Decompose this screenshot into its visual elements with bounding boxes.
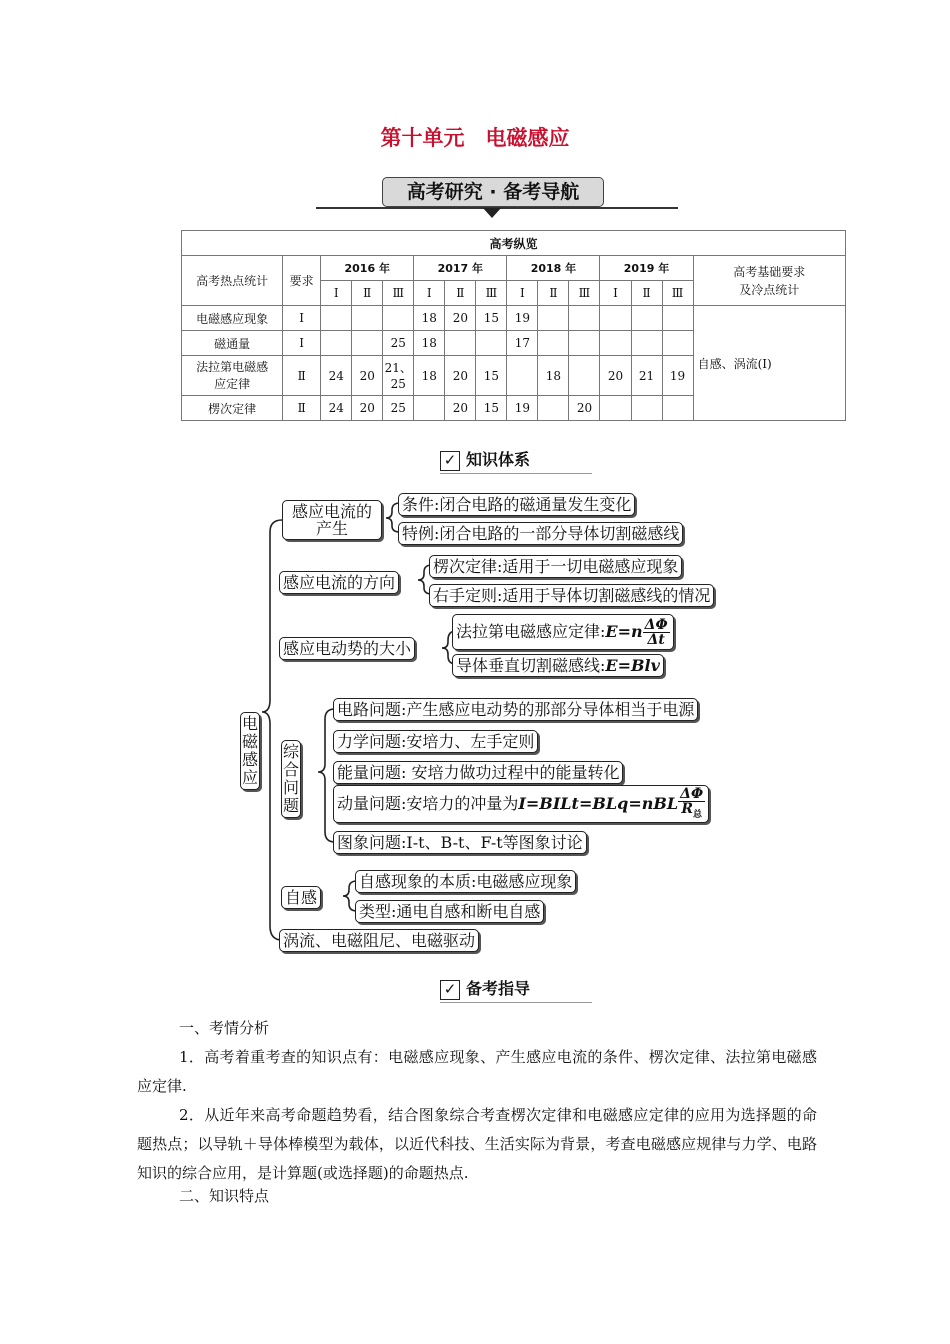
momentum-label: 动量问题:安培力的冲量为 bbox=[337, 794, 519, 813]
cutting-formula: E=Blv bbox=[605, 656, 660, 675]
col-basic-line1: 高考基础要求 bbox=[733, 264, 806, 279]
year-header: 2019 年 bbox=[600, 256, 693, 281]
cell: 21、25 bbox=[383, 356, 414, 396]
year-header: 2016 年 bbox=[321, 256, 414, 281]
cell: 19 bbox=[507, 396, 538, 421]
check-icon: ✓ bbox=[440, 980, 460, 1000]
cell: 18 bbox=[414, 306, 445, 331]
branch-current-generation: 感应电流的产生 bbox=[282, 500, 382, 540]
section-knowledge-features: 二、知识特点 bbox=[179, 1187, 270, 1205]
faraday-label: 法拉第电磁感应定律: bbox=[456, 622, 606, 641]
faraday-den: Δt bbox=[647, 632, 665, 648]
momentum-den-sub: 总 bbox=[692, 809, 702, 820]
branch-emf-magnitude: 感应电动势的大小 bbox=[279, 637, 415, 660]
cell: 19 bbox=[662, 356, 693, 396]
leaf-faraday-law bbox=[452, 614, 674, 650]
cell: 25 bbox=[383, 331, 414, 356]
leaf-self-induction-types: 类型:通电自感和断电自感 bbox=[355, 900, 544, 923]
momentum-num: ΔΦ bbox=[680, 786, 704, 803]
roman-header: Ⅰ bbox=[600, 281, 631, 306]
faraday-fraction bbox=[643, 618, 670, 647]
roman-header: Ⅰ bbox=[507, 281, 538, 306]
cell: 20 bbox=[445, 396, 476, 421]
cell: 17 bbox=[507, 331, 538, 356]
roman-header: Ⅲ bbox=[383, 281, 414, 306]
root-node: 电磁感应 bbox=[240, 712, 260, 790]
leaf-condition: 条件:闭合电路的磁通量发生变化 bbox=[398, 493, 635, 516]
paragraph-2: 2．从近年来高考命题趋势看，结合图象综合考查楞次定律和电磁感应定律的应用为选择题的命题热点；以导轨＋导体棒模型为载体，以近代科技、生活实际为背景，考查电磁感应规律与力学、电路知识的综合应用，是计算题(或选择题)的命题热点. bbox=[137, 1106, 817, 1182]
row-req: Ⅰ bbox=[283, 306, 321, 331]
cell: 20 bbox=[445, 306, 476, 331]
leaf-self-induction-essence: 自感现象的本质:电磁感应现象 bbox=[355, 870, 576, 893]
section-exam-analysis: 一、考情分析 bbox=[179, 1019, 270, 1037]
roman-header: Ⅰ bbox=[414, 281, 445, 306]
branch-current-direction: 感应电流的方向 bbox=[279, 571, 399, 594]
roman-header: Ⅱ bbox=[631, 281, 662, 306]
cell: 24 bbox=[321, 396, 352, 421]
cell: 25 bbox=[383, 396, 414, 421]
section-banner: 高考研究 · 备考导航 bbox=[382, 177, 604, 207]
row-req: Ⅰ bbox=[283, 331, 321, 356]
guide-heading-line bbox=[440, 1002, 592, 1003]
row-name: 磁通量 bbox=[182, 331, 283, 356]
leaf-cutting-emf bbox=[452, 654, 664, 677]
cell: 24 bbox=[321, 356, 352, 396]
momentum-den: R bbox=[681, 801, 693, 818]
momentum-formula: I=BILt=BLq=nBL bbox=[518, 794, 679, 813]
cell: 20 bbox=[445, 356, 476, 396]
table-caption: 高考纵览 bbox=[182, 231, 846, 256]
leaf-circuit-problem: 电路问题:产生感应电动势的那部分导体相当于电源 bbox=[333, 698, 698, 721]
roman-header: Ⅱ bbox=[352, 281, 383, 306]
leaf-right-hand-rule: 右手定则:适用于导体切割磁感线的情况 bbox=[429, 584, 714, 607]
cell: 19 bbox=[507, 306, 538, 331]
roman-header: Ⅱ bbox=[445, 281, 476, 306]
guide-heading bbox=[440, 978, 530, 1000]
leaf-momentum-problem bbox=[333, 785, 709, 823]
cell: 21 bbox=[631, 356, 662, 396]
col-basic-line2: 及冷点统计 bbox=[739, 282, 800, 297]
row-name: 法拉第电磁感应定律 bbox=[182, 356, 283, 396]
cutting-label: 导体垂直切割磁感线: bbox=[456, 656, 606, 675]
leaf-mechanics-problem: 力学问题:安培力、左手定则 bbox=[333, 730, 538, 753]
cell: 18 bbox=[414, 331, 445, 356]
roman-header: Ⅲ bbox=[662, 281, 693, 306]
row-name: 楞次定律 bbox=[182, 396, 283, 421]
leaf-energy-problem: 能量问题: 安培力做功过程中的能量转化 bbox=[333, 761, 623, 784]
roman-header: Ⅲ bbox=[569, 281, 600, 306]
leaf-special-case: 特例:闭合电路的一部分导体切割磁感线 bbox=[398, 522, 683, 545]
faraday-num: ΔΦ bbox=[644, 617, 668, 633]
cell: 20 bbox=[600, 356, 631, 396]
branch-self-induction: 自感 bbox=[281, 886, 321, 909]
leaf-lenz-law: 楞次定律:适用于一切电磁感应现象 bbox=[429, 555, 682, 578]
cell: 20 bbox=[352, 396, 383, 421]
cell: 20 bbox=[569, 396, 600, 421]
paragraph-1: 1．高考着重考查的知识点有：电磁感应现象、产生感应电流的条件、楞次定律、法拉第电磁感应定律. bbox=[137, 1048, 817, 1095]
roman-header: Ⅲ bbox=[476, 281, 507, 306]
knowledge-heading-text: 知识体系 bbox=[466, 450, 531, 469]
cell: 20 bbox=[352, 356, 383, 396]
cell: 18 bbox=[414, 356, 445, 396]
row-req: Ⅱ bbox=[283, 356, 321, 396]
cell: 15 bbox=[476, 356, 507, 396]
guide-heading-text: 备考指导 bbox=[466, 979, 531, 998]
row-req: Ⅱ bbox=[283, 396, 321, 421]
momentum-fraction bbox=[678, 787, 705, 822]
leaf-graph-problem: 图象问题:I-t、B-t、F-t等图象讨论 bbox=[333, 831, 587, 854]
cell: 18 bbox=[538, 356, 569, 396]
cell: 15 bbox=[476, 396, 507, 421]
col-requirement: 要求 bbox=[283, 256, 321, 306]
basic-note: 自感、涡流(Ⅰ) bbox=[693, 306, 845, 421]
branch-eddy-current: 涡流、电磁阻尼、电磁驱动 bbox=[279, 929, 479, 952]
check-icon: ✓ bbox=[440, 451, 460, 471]
row-name: 电磁感应现象 bbox=[182, 306, 283, 331]
branch-comprehensive: 综合问题 bbox=[281, 740, 301, 818]
cell: 15 bbox=[476, 306, 507, 331]
year-header: 2018 年 bbox=[507, 256, 600, 281]
year-header: 2017 年 bbox=[414, 256, 507, 281]
roman-header: Ⅱ bbox=[538, 281, 569, 306]
faraday-formula: E=n bbox=[605, 622, 643, 641]
page-title: 第十单元 电磁感应 bbox=[380, 125, 570, 150]
col-hotspot: 高考热点统计 bbox=[182, 256, 283, 306]
roman-header: Ⅰ bbox=[321, 281, 352, 306]
